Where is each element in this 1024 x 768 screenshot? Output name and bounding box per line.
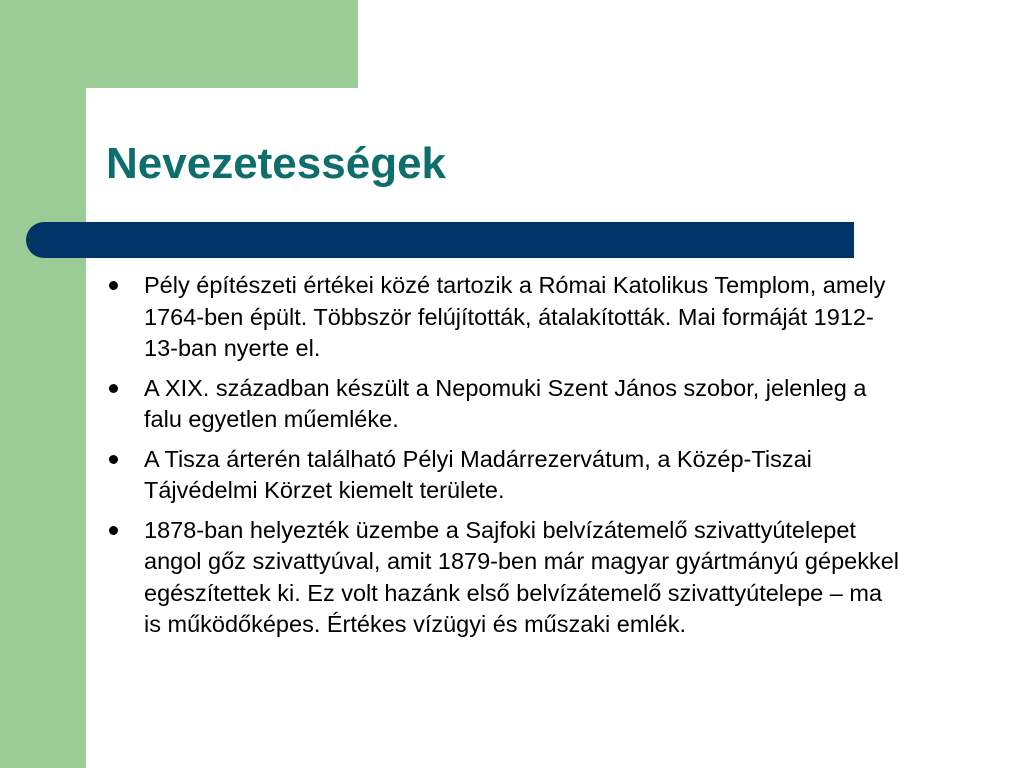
bullet-text: 1878-ban helyezték üzembe a Sajfoki belvízátemelő szivattyútelepet angol gőz szivattyúval, amit 1879-ben már magyar gyártmányú gépekkel egészítettek ki. Ez volt hazánk első belvízátemelő szivattyútelepe – ma is működőképes. Értékes vízügyi és műszaki emlék.: [144, 516, 899, 637]
bullet-dot-icon: [109, 384, 118, 393]
bullet-item: [104, 373, 904, 436]
slide-title: Nevezetességek: [106, 139, 447, 188]
bullet-text: A XIX. században készült a Nepomuki Szent János szobor, jelenleg a falu egyetlen műemléke.: [144, 374, 867, 432]
bullet-text: A Tisza árterén található Pélyi Madárrezervátum, a Közép-Tiszai Tájvédelmi Körzet kiemelt területe.: [144, 445, 812, 503]
bullet-item: [104, 270, 904, 365]
bullet-text: Pély építészeti értékei közé tartozik a Római Katolikus Templom, amely 1764-ben épült. Többször felújították, átalakították. Mai formáját 1912-13-ban nyerte el.: [144, 272, 886, 361]
green-accent-left: [0, 0, 86, 768]
bullet-dot-icon: [109, 526, 118, 535]
bullet-item: [104, 515, 904, 641]
bullet-item: [104, 444, 904, 507]
bullet-list: [104, 270, 904, 649]
bullet-dot-icon: [109, 281, 118, 290]
green-accent-top: [0, 0, 358, 88]
bullet-dot-icon: [109, 455, 118, 464]
title-divider-bar: [26, 222, 854, 258]
